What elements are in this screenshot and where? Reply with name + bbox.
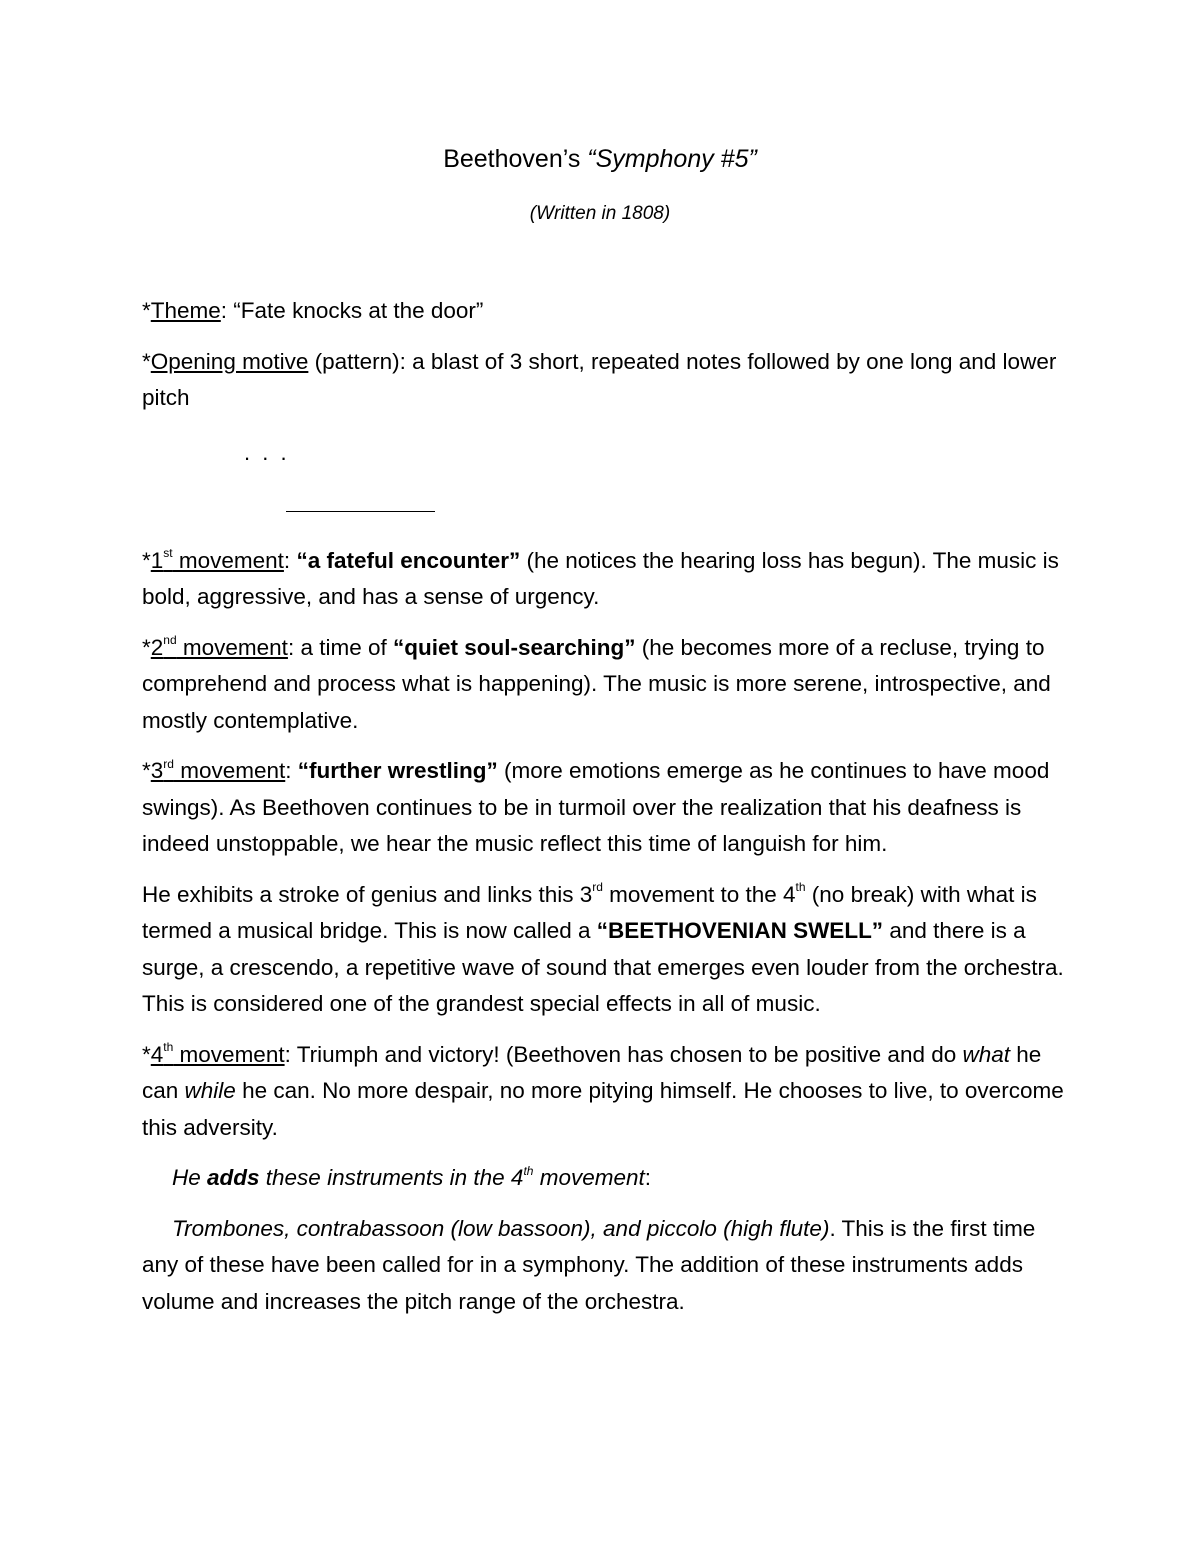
theme-paragraph: *Theme: “Fate knocks at the door” bbox=[142, 298, 484, 323]
title-part1: Beethoven’s bbox=[443, 145, 588, 173]
instruments-paragraph: Trombones, contrabassoon (low bassoon), and piccolo (high flute). This is the first time any of these have been called for in a symphony. The addition of these instruments adds volume and increases the pitch range of the orchestra. bbox=[142, 1215, 1036, 1314]
page-subtitle: (Written in 1808) bbox=[529, 203, 671, 224]
movement-3-paragraph: *3rd movement: “further wrestling” (more emotions emerge as he continues to have mood swings). As Beethoven continues to be in turmoil over the realization that his deafness is indeed unstoppable, we hear the music reflect this time of languish for him. bbox=[142, 756, 1050, 856]
movement-1-paragraph: *1st movement: “a fateful encounter” (he notices the hearing loss has begun). The music is bold, aggressive, and has a sense of urgency. bbox=[142, 546, 1059, 609]
bridge-paragraph: He exhibits a stroke of genius and links this 3rd movement to the 4th (no break) with what is termed a musical bridge. This is now called a “BEETHOVENIAN SWELL” and there is a surge, a crescendo, a repetitive wave of sound that emerges even louder from the orchestra. This is considered one of the grandest special effects in all of music. bbox=[142, 880, 1064, 1016]
opening-paragraph: *Opening motive (pattern): a blast of 3 short, repeated notes followed by one long and lower pitch bbox=[142, 348, 1057, 410]
title-part2: “Symphony #5” bbox=[587, 145, 757, 173]
movement-4-label: 4th movement bbox=[150, 1040, 285, 1067]
movement-4-paragraph: *4th movement: Triumph and victory! (Beethoven has chosen to be positive and do what he can while he can. No more despair, no more pitying himself. He chooses to live, to overcome this adversity. bbox=[142, 1040, 1064, 1140]
movement-3-label: 3rd movement bbox=[150, 756, 286, 783]
movement-2-paragraph: *2nd movement: a time of “quiet soul-searching” (he becomes more of a recluse, trying to comprehend and process what is happening). The music is more serene, introspective, and mostly contemplative. bbox=[142, 633, 1051, 733]
opening-label: Opening motive bbox=[150, 348, 309, 374]
ellipsis-dots: . . . bbox=[244, 440, 290, 465]
movement-1-label: 1st movement bbox=[150, 546, 284, 573]
theme-label: Theme bbox=[150, 298, 221, 323]
instruments-list: Trombones, contrabassoon (low bassoon), and piccolo (high flute) bbox=[172, 1215, 830, 1241]
document-body bbox=[142, 293, 1067, 1334]
adds-paragraph: He adds these instruments in the 4th movement: bbox=[172, 1163, 652, 1190]
movement-2-label: 2nd movement bbox=[150, 633, 288, 660]
page-title bbox=[0, 145, 1200, 174]
